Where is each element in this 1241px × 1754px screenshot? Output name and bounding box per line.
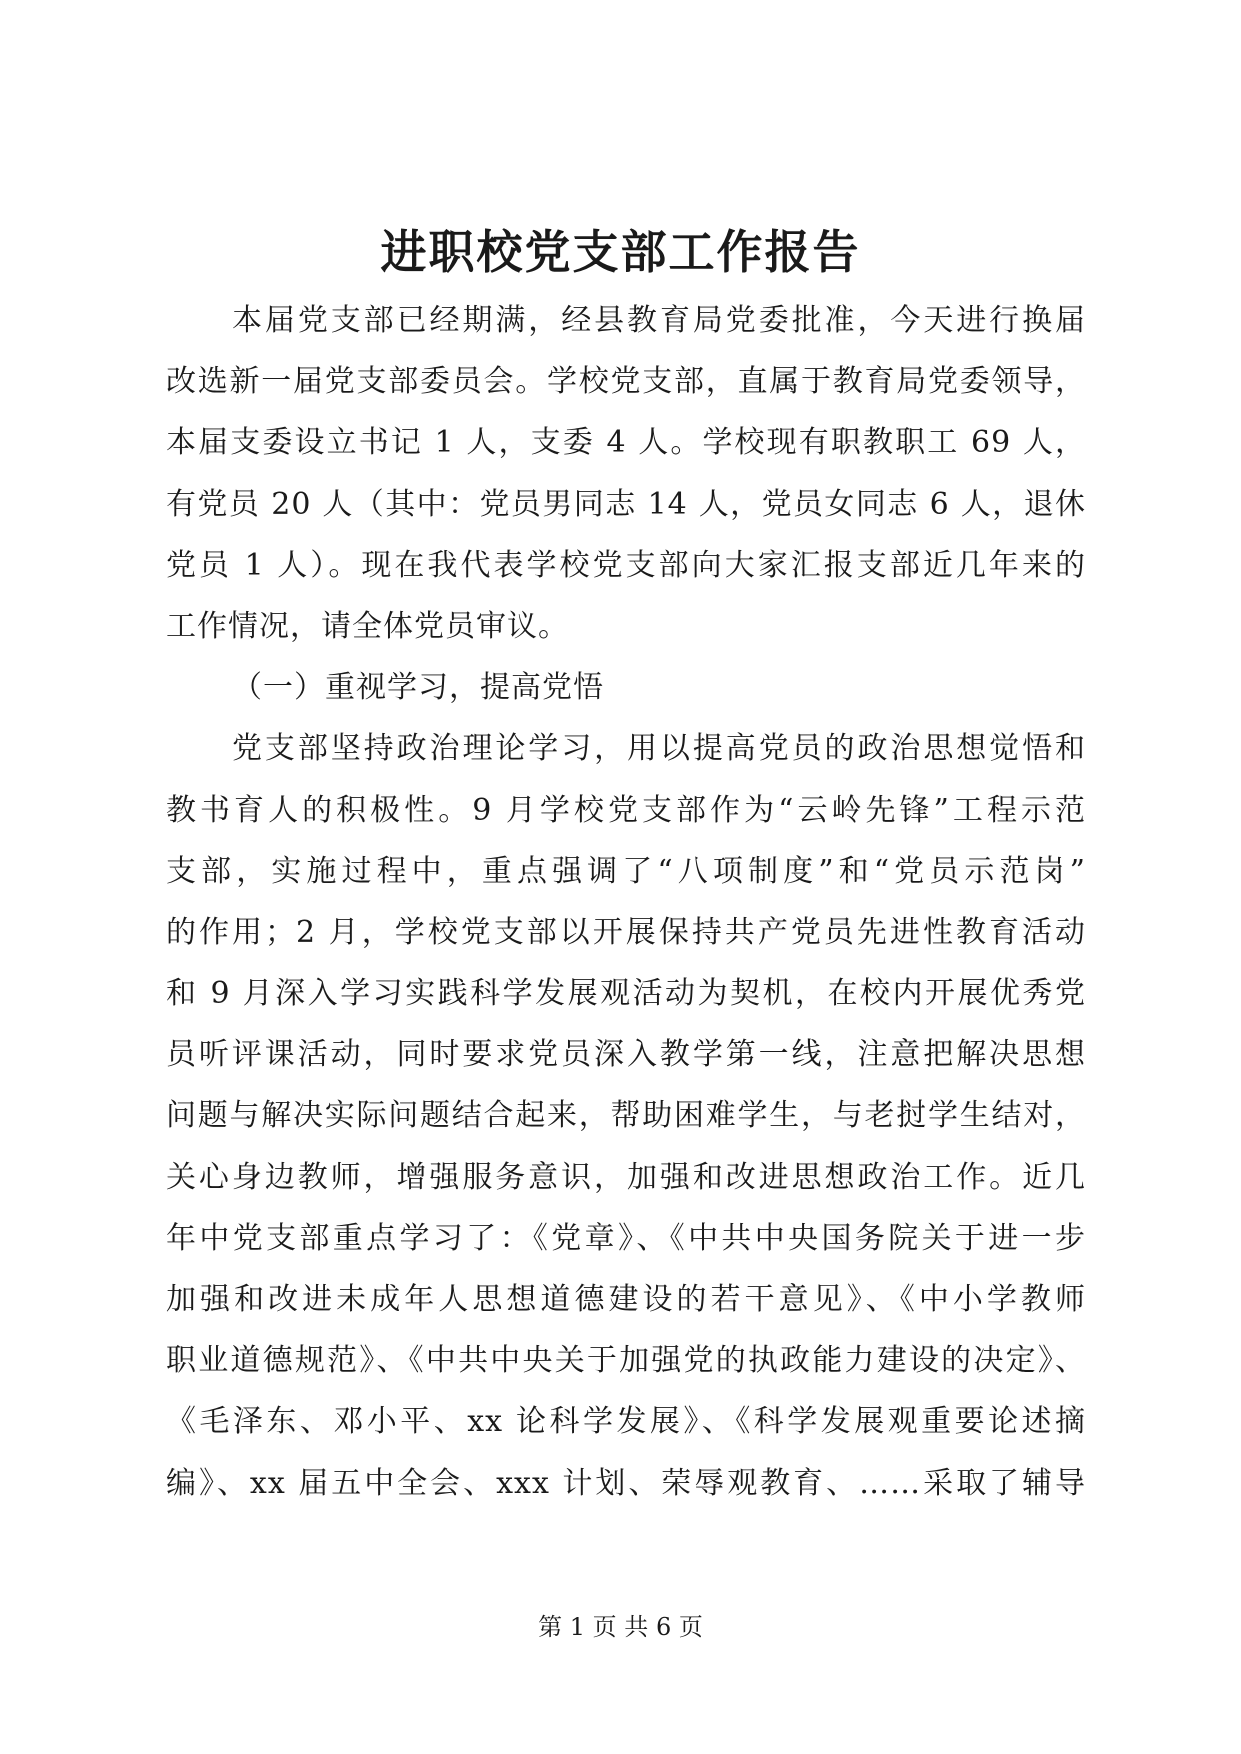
body-line: 本届党支部已经期满，经县教育局党委批准，今天进行换届	[232, 303, 1086, 338]
body-line: 的作用；2 月，学校党支部以开展保持共产党员先进性教育活动	[166, 914, 1086, 950]
document-body	[166, 290, 1086, 1514]
body-line: 编》、xx 届五中全会、xxx 计划、荣辱观教育、……采取了辅导	[166, 1465, 1086, 1501]
body-line: 本届支委设立书记 1 人，支委 4 人。学校现有职教职工 69 人，	[166, 425, 1086, 461]
body-line: 教书育人的积极性。9 月学校党支部作为“云岭先锋”工程示范	[166, 792, 1086, 828]
body-line: 党员 1 人）。现在我代表学校党支部向大家汇报支部近几年来的	[166, 547, 1086, 583]
body-line: 年中党支部重点学习了：《党章》、《中共中央国务院关于进一步	[166, 1220, 1086, 1256]
body-line: 工作情况，请全体党员审议。	[166, 608, 569, 644]
body-line: 支部，实施过程中，重点强调了“八项制度”和“党员示范岗”	[166, 853, 1086, 889]
body-line: 关心身边教师，增强服务意识，加强和改进思想政治工作。近几	[166, 1159, 1086, 1195]
body-line: 员听评课活动，同时要求党员深入教学第一线，注意把解决思想	[166, 1037, 1086, 1073]
document-title: 进职校党支部工作报告	[380, 225, 861, 279]
body-line: 有党员 20 人（其中：党员男同志 14 人，党员女同志 6 人，退休	[166, 486, 1086, 522]
body-line: 和 9 月深入学习实践科学发展观活动为契机，在校内开展优秀党	[166, 976, 1086, 1012]
body-line: 问题与解决实际问题结合起来，帮助困难学生，与老挝学生结对，	[166, 1098, 1086, 1134]
section-heading: （一）重视学习，提高党悟	[232, 670, 604, 706]
body-line: 改选新一届党支部委员会。学校党支部，直属于教育局党委领导，	[166, 364, 1086, 400]
body-line: 《毛泽东、邓小平、xx 论科学发展》、《科学发展观重要论述摘	[166, 1404, 1086, 1440]
body-line: 职业道德规范》、《中共中央关于加强党的执政能力建设的决定》、	[166, 1343, 1086, 1379]
page-footer: 第 1 页 共 6 页	[538, 1613, 703, 1641]
body-line: 党支部坚持政治理论学习，用以提高党员的政治思想觉悟和	[232, 731, 1086, 767]
body-line: 加强和改进未成年人思想道德建设的若干意见》、《中小学教师	[166, 1282, 1086, 1317]
